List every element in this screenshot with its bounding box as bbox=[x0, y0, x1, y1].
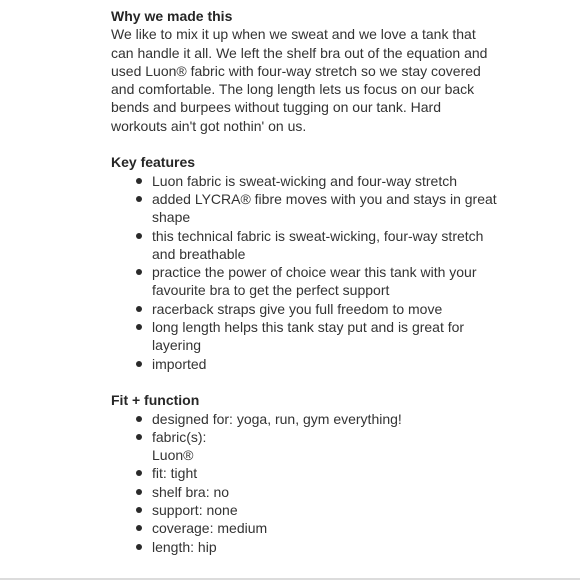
bullet-icon bbox=[136, 525, 142, 531]
list-item bbox=[111, 464, 573, 482]
product-description bbox=[111, 7, 573, 556]
list-item-line: shape bbox=[152, 209, 191, 226]
list-item-line: long length helps this tank stay put and is great for bbox=[152, 319, 465, 336]
bullet-icon bbox=[136, 233, 142, 239]
list-item-line: fit: tight bbox=[152, 465, 198, 482]
list-item bbox=[111, 483, 573, 501]
bullet-icon bbox=[136, 507, 142, 513]
fit-function-list bbox=[111, 410, 573, 556]
why-we-made-this-text bbox=[111, 25, 573, 135]
list-item bbox=[111, 428, 573, 465]
list-item bbox=[111, 410, 573, 428]
why-line: workouts ain't got nothin' on us. bbox=[111, 117, 307, 134]
list-item bbox=[111, 300, 573, 318]
list-item-line: length: hip bbox=[152, 538, 217, 555]
list-item-line: imported bbox=[152, 355, 207, 372]
list-item-line: designed for: yoga, run, gym everything! bbox=[152, 410, 402, 427]
bullet-icon bbox=[136, 544, 142, 550]
list-item-line: Luon® bbox=[152, 447, 194, 464]
list-item bbox=[111, 227, 573, 264]
list-item bbox=[111, 519, 573, 537]
list-item-line: favourite bra to get the perfect support bbox=[152, 282, 390, 299]
bullet-icon bbox=[136, 324, 142, 330]
list-item-line: layering bbox=[152, 337, 202, 354]
list-item-line: and breathable bbox=[152, 245, 246, 262]
why-line: bends and burpees without tugging on our tank. Hard bbox=[111, 99, 442, 116]
list-item bbox=[111, 501, 573, 519]
fit-function-heading: Fit + function bbox=[111, 392, 200, 409]
list-item-line: fabric(s): bbox=[152, 428, 207, 445]
bullet-icon bbox=[136, 196, 142, 202]
key-features-list bbox=[111, 172, 573, 373]
bullet-icon bbox=[136, 306, 142, 312]
why-we-made-this-heading: Why we made this bbox=[111, 8, 233, 24]
list-item-line: coverage: medium bbox=[152, 520, 268, 537]
list-item bbox=[111, 172, 573, 190]
why-line: and comfortable. The long length lets us focus on our back bbox=[111, 81, 475, 98]
list-item-line: added LYCRA® fibre moves with you and stays in great bbox=[152, 190, 497, 207]
section-spacer bbox=[111, 135, 573, 153]
list-item-line: support: none bbox=[152, 502, 238, 519]
list-item-line: racerback straps give you full freedom to move bbox=[152, 300, 443, 317]
bullet-icon bbox=[136, 361, 142, 367]
bullet-icon bbox=[136, 178, 142, 184]
bullet-icon bbox=[136, 470, 142, 476]
list-item-line: practice the power of choice wear this tank with your bbox=[152, 264, 477, 281]
section-spacer bbox=[111, 373, 573, 391]
list-item bbox=[111, 355, 573, 373]
why-line: We like to mix it up when we sweat and we love a tank that bbox=[111, 26, 476, 43]
list-item bbox=[111, 318, 573, 355]
list-item bbox=[111, 263, 573, 300]
bullet-icon bbox=[136, 269, 142, 275]
list-item-line: Luon fabric is sweat-wicking and four-way stretch bbox=[152, 172, 458, 189]
bullet-icon bbox=[136, 416, 142, 422]
list-item bbox=[111, 190, 573, 227]
why-line: used Luon® fabric with four-way stretch so we stay covered bbox=[111, 62, 481, 79]
bullet-icon bbox=[136, 434, 142, 440]
key-features-heading: Key features bbox=[111, 154, 196, 171]
list-item-line: this technical fabric is sweat-wicking, four-way stretch bbox=[152, 227, 484, 244]
why-line: can handle it all. We left the shelf bra out of the equation and bbox=[111, 44, 488, 61]
list-item-line: shelf bra: no bbox=[152, 483, 230, 500]
list-item bbox=[111, 538, 573, 556]
bullet-icon bbox=[136, 489, 142, 495]
